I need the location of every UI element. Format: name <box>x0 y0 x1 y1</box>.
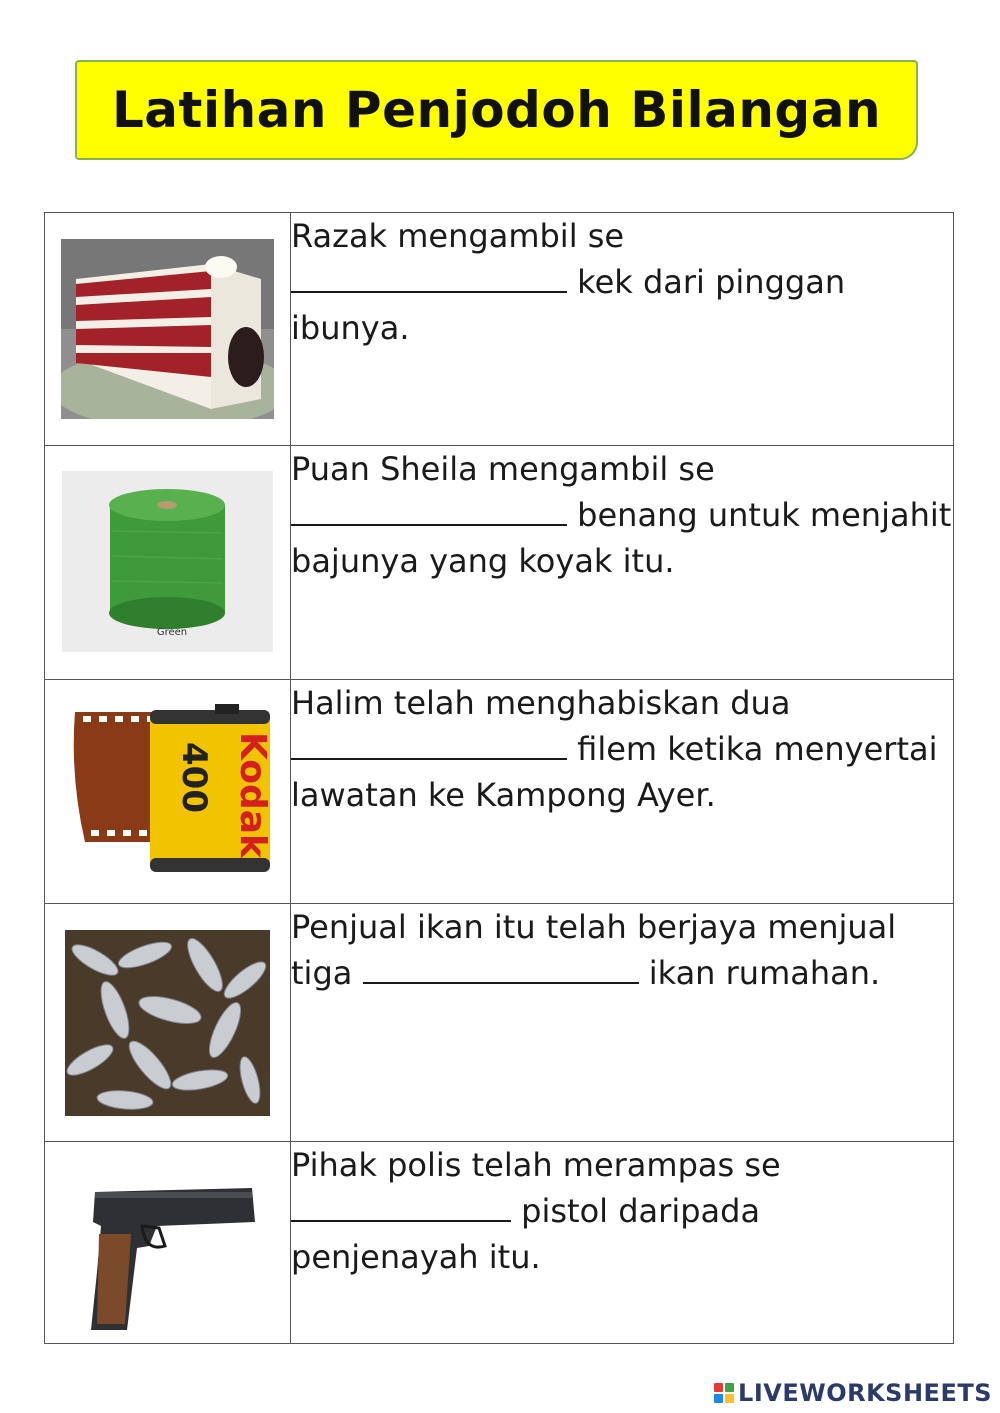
question-3 <box>291 680 953 818</box>
worksheet-table <box>44 212 954 1344</box>
sentence-cell <box>291 446 954 680</box>
answer-blank[interactable] <box>291 728 567 760</box>
question-text: ikan rumahan. <box>638 954 881 992</box>
question-text: Penjual ikan itu telah berjaya menjual tiga <box>291 908 897 992</box>
cake-slice-image <box>61 239 274 419</box>
answer-blank[interactable] <box>291 261 567 293</box>
question-text: benang untuk menjahit bajunya yang koyak itu. <box>291 496 952 580</box>
page-title: Latihan Penjodoh Bilangan <box>111 81 882 139</box>
question-text: Puan Sheila mengambil se <box>291 450 715 488</box>
liveworksheets-logo-icon <box>714 1383 734 1403</box>
question-text: pistol daripada penjenayah itu. <box>291 1192 761 1276</box>
table-row <box>45 1142 954 1344</box>
film-brand: Kodak <box>232 732 273 858</box>
image-caption: Green <box>156 627 188 638</box>
green-thread-spool-image <box>62 471 273 652</box>
pistol-image <box>87 1182 259 1332</box>
image-cell <box>45 1142 291 1344</box>
sentence-cell <box>291 680 954 904</box>
film-roll-image <box>65 702 275 882</box>
question-2 <box>291 446 953 584</box>
brand-name: LIVEWORKSHEETS <box>738 1379 992 1407</box>
image-cell <box>45 904 291 1142</box>
table-row <box>45 446 954 680</box>
footer-brand <box>714 1379 992 1407</box>
question-1 <box>291 213 953 351</box>
fish-pile-image <box>65 930 270 1116</box>
table-row <box>45 904 954 1142</box>
question-text: Razak mengambil se <box>291 217 625 255</box>
answer-blank[interactable] <box>291 1190 511 1222</box>
question-4 <box>291 904 953 996</box>
answer-blank[interactable] <box>363 952 639 984</box>
title-banner <box>75 60 918 160</box>
image-cell <box>45 446 291 680</box>
question-text: filem ketika menyertai lawatan ke Kampong Ayer. <box>291 730 938 814</box>
question-text: Pihak polis telah merampas se <box>291 1146 781 1184</box>
question-text: Halim telah menghabiskan dua <box>291 684 791 722</box>
image-cell <box>45 680 291 904</box>
table-row <box>45 213 954 446</box>
question-5 <box>291 1142 953 1280</box>
answer-blank[interactable] <box>291 494 567 526</box>
sentence-cell <box>291 1142 954 1344</box>
table-row <box>45 680 954 904</box>
question-text: kek dari pinggan ibunya. <box>291 263 846 347</box>
image-cell <box>45 213 291 446</box>
sentence-cell <box>291 213 954 446</box>
sentence-cell <box>291 904 954 1142</box>
film-number: 400 <box>174 742 214 813</box>
